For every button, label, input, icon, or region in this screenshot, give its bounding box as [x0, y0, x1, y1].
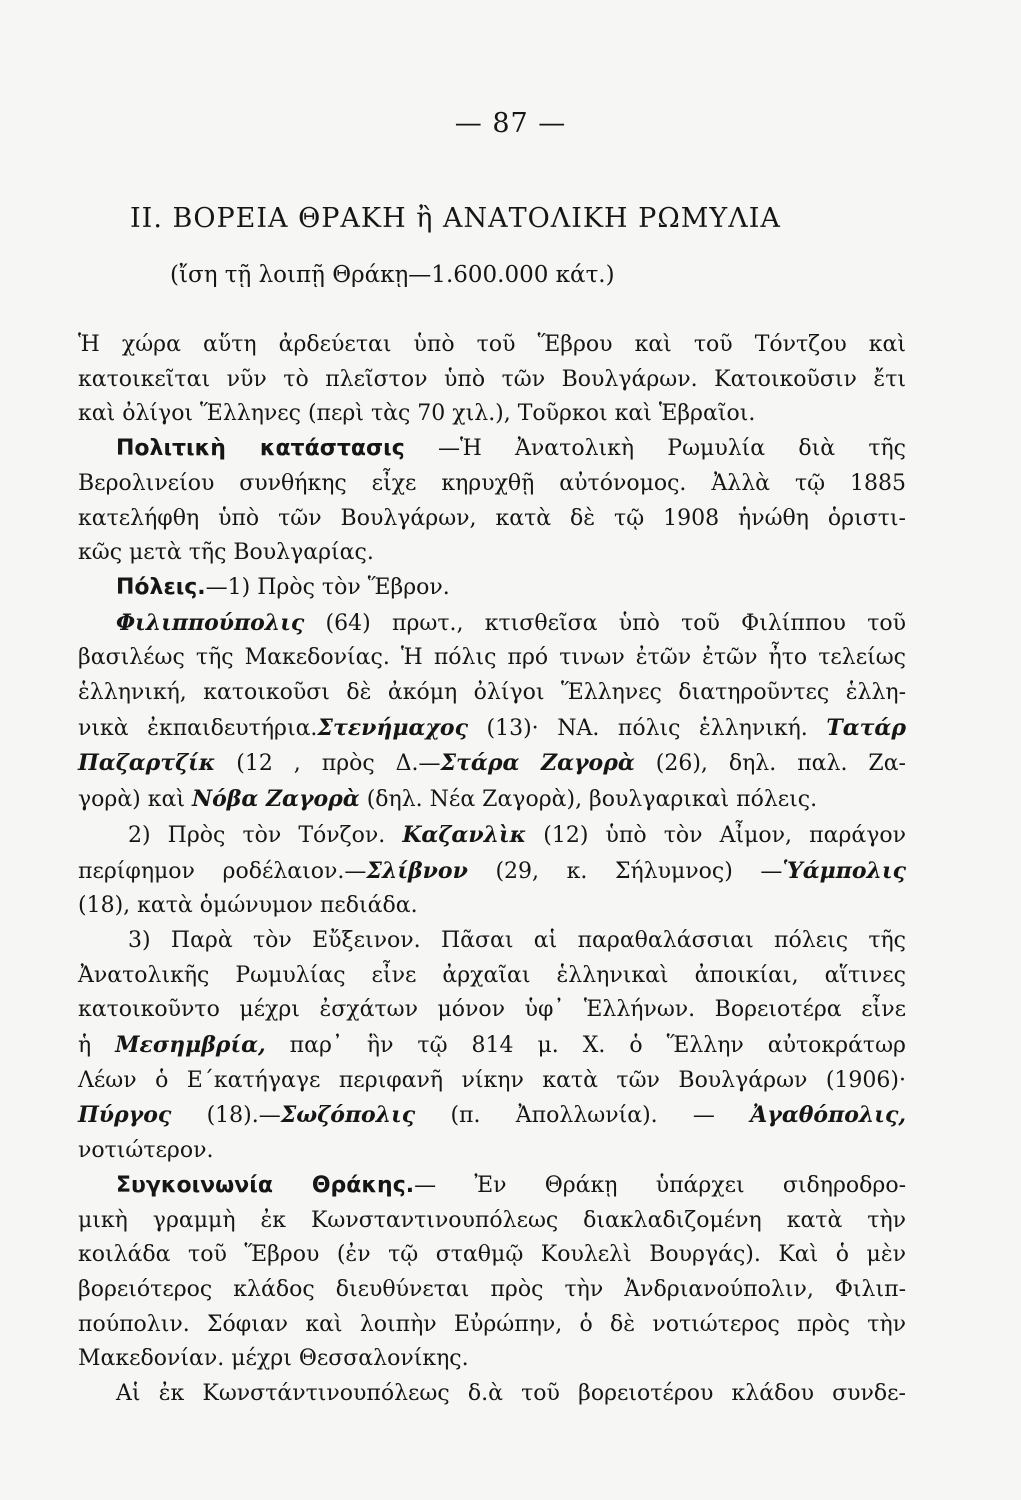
text-line: κατελήφθη ὑπὸ τῶν Βουλγάρων, κατὰ δὲ τῷ 1908 ἡνώθη ὁριστι-	[78, 505, 906, 531]
text-line: κοιλάδα τοῦ Ἕβρου (ἐν τῷ σταθμῷ Κουλελὶ Βουργάς). Καὶ ὁ μὲν	[78, 1242, 906, 1268]
text-line: πούπολιν. Σόφιαν καὶ λοιπὴν Εὐρώπην, ὁ δὲ νοτιώτερος πρὸς τὴν	[78, 1311, 906, 1337]
text-line: Αἱ ἐκ Κωνστάντινουπόλεως δ.ὰ τοῦ βορειοτέρου κλάδου συνδε-	[116, 1381, 906, 1407]
text-line: νικὰ ἐκπαιδευτήρια.Στενήμαχος (13)· ΝΑ. πόλις ἑλληνική. Τατάρ	[78, 714, 906, 741]
text-line: Πόλεις.—1) Πρὸς τὸν Ἕβρον.	[116, 574, 450, 600]
text-line: βασιλέως τῆς Μακεδονίας. Ἡ πόλις πρό τινων ἐτῶν ἐτῶν ἦτο τελείως	[78, 645, 906, 671]
page-number: — 87 —	[454, 108, 567, 139]
city-name: Πύργος	[78, 1102, 172, 1129]
city-name: Μεσημβρία,	[115, 1032, 266, 1059]
text-line: Βερολινείου συνθήκης εἶχε κηρυχθῇ αὐτόνομος. Ἀλλὰ τῷ 1885	[78, 470, 906, 496]
city-name: Σωζόπολις	[280, 1102, 416, 1129]
heading-cities: Πόλεις.	[116, 574, 206, 600]
city-name: Ἀγαθόπολις,	[750, 1102, 907, 1129]
text-line: 2) Πρὸς τὸν Τόνζον. Καζανλὶκ (12) ὑπὸ τὸν Αἶμον, παράγον	[128, 821, 907, 848]
text-line: Μακεδονίαν. μέχρι Θεσσαλονίκης.	[78, 1346, 469, 1372]
city-name: Τατάρ	[826, 714, 906, 741]
section-title: II. ΒΟΡΕΙΑ ΘΡΑΚΗ ἢ ΑΝΑΤΟΛΙΚΗ ΡΩΜΥΛΙΑ	[130, 203, 781, 234]
text-line: περίφημον ροδέλαιον.—Σλίβνον (29, κ. Σήλυμνος) —Ὑάμπολις	[78, 857, 906, 884]
text-line: Συγκοινωνία Θράκης.— Ἐν Θράκῃ ὑπάρχει σιδηροδρο-	[116, 1172, 907, 1198]
city-name: Στάρα Ζαγορὰ	[440, 750, 635, 777]
text-line: καὶ ὀλίγοι Ἕλληνες (περὶ τὰς 70 χιλ.), Τοῦρκοι καὶ Ἑβραῖοι.	[78, 401, 756, 427]
text-line: Ἀνατολικῆς Ρωμυλίας εἶνε ἀρχαῖαι ἑλληνικαὶ ἀποικίαι, αἵτινες	[78, 962, 906, 988]
text-line: Λέων ὁ Ε΄κατήγαγε περιφανῆ νίκην κατὰ τῶν Βουλγάρων (1906)·	[78, 1067, 906, 1093]
city-name: Καζανλὶκ	[402, 821, 527, 848]
city-name: Νόβα Ζαγορὰ	[192, 786, 360, 813]
heading-communication: Συγκοινωνία Θράκης.	[116, 1172, 415, 1198]
text-line: Ἡ χώρα αὕτη ἀρδεύεται ὑπὸ τοῦ Ἕβρου καὶ τοῦ Τόντζου καὶ	[78, 332, 906, 357]
heading-political: Πολιτικὴ κατάστασις	[116, 436, 405, 462]
city-name: Σλίβνον	[366, 857, 468, 884]
text-line: νοτιώτερον.	[78, 1138, 214, 1164]
text-line: Φιλιππούπολις (64) πρωτ., κτισθεῖσα ὑπὸ τοῦ Φιλίππου τοῦ	[116, 609, 906, 636]
text-line: κῶς μετὰ τῆς Βουλγαρίας.	[78, 540, 374, 566]
body-text	[78, 328, 906, 1412]
text-line: μικὴ γραμμὴ ἐκ Κωνσταντινουπόλεως διακλαδιζομένη κατὰ τὴν	[78, 1207, 906, 1233]
text-line: (18), κατὰ ὁμώνυμον πεδιάδα.	[78, 893, 418, 919]
text-line: ἑλληνική, κατοικοῦσι δὲ ἀκόμη ὀλίγοι Ἕλληνες διατηροῦντες ἑλλη-	[78, 680, 906, 706]
section-subtitle: (ἴση τῇ λοιπῇ Θράκῃ—1.600.000 κάτ.)	[170, 262, 615, 288]
text-line: κατοικεῖται νῦν τὸ πλεῖστον ὑπὸ τῶν Βουλγάρων. Κατοικοῦσιν ἔτι	[78, 366, 906, 392]
city-name: Παζαρτζίκ	[78, 750, 216, 777]
text-line: Παζαρτζίκ (12 , πρὸς Δ.—Στάρα Ζαγορὰ (26), δηλ. παλ. Ζα-	[78, 750, 906, 777]
text-line: ἡ Μεσημβρία, παρ᾽ ἣν τῷ 814 μ. Χ. ὁ Ἕλλην αὐτοκράτωρ	[78, 1032, 906, 1059]
text-line: Πύργος (18).—Σωζόπολις (π. Ἀπολλωνία). — Ἀγαθόπολις,	[78, 1102, 907, 1129]
city-name: Φιλιππούπολις	[116, 609, 305, 636]
city-name: Στενήμαχος	[317, 714, 468, 741]
text-line: κατοικοῦντο μέχρι ἐσχάτων μόνον ὑφ᾽ Ἑλλήνων. Βορειοτέρα εἶνε	[78, 997, 906, 1023]
text-line: βορειότερος κλάδος διευθύνεται πρὸς τὴν Ἀνδριανούπολιν, Φιλιπ-	[78, 1276, 906, 1302]
text-line: γορὰ) καὶ Νόβα Ζαγορὰ (δηλ. Νέα Ζαγορὰ), βουλγαρικαὶ πόλεις.	[78, 786, 818, 813]
city-name: Ὑάμπολις	[782, 857, 906, 884]
text-line: Πολιτικὴ κατάστασις —Ἡ Ἀνατολικὴ Ρωμυλία διὰ τῆς	[116, 436, 906, 462]
text-line: 3) Παρὰ τὸν Εὔξεινον. Πᾶσαι αἱ παραθαλάσσιαι πόλεις τῆς	[128, 927, 906, 953]
